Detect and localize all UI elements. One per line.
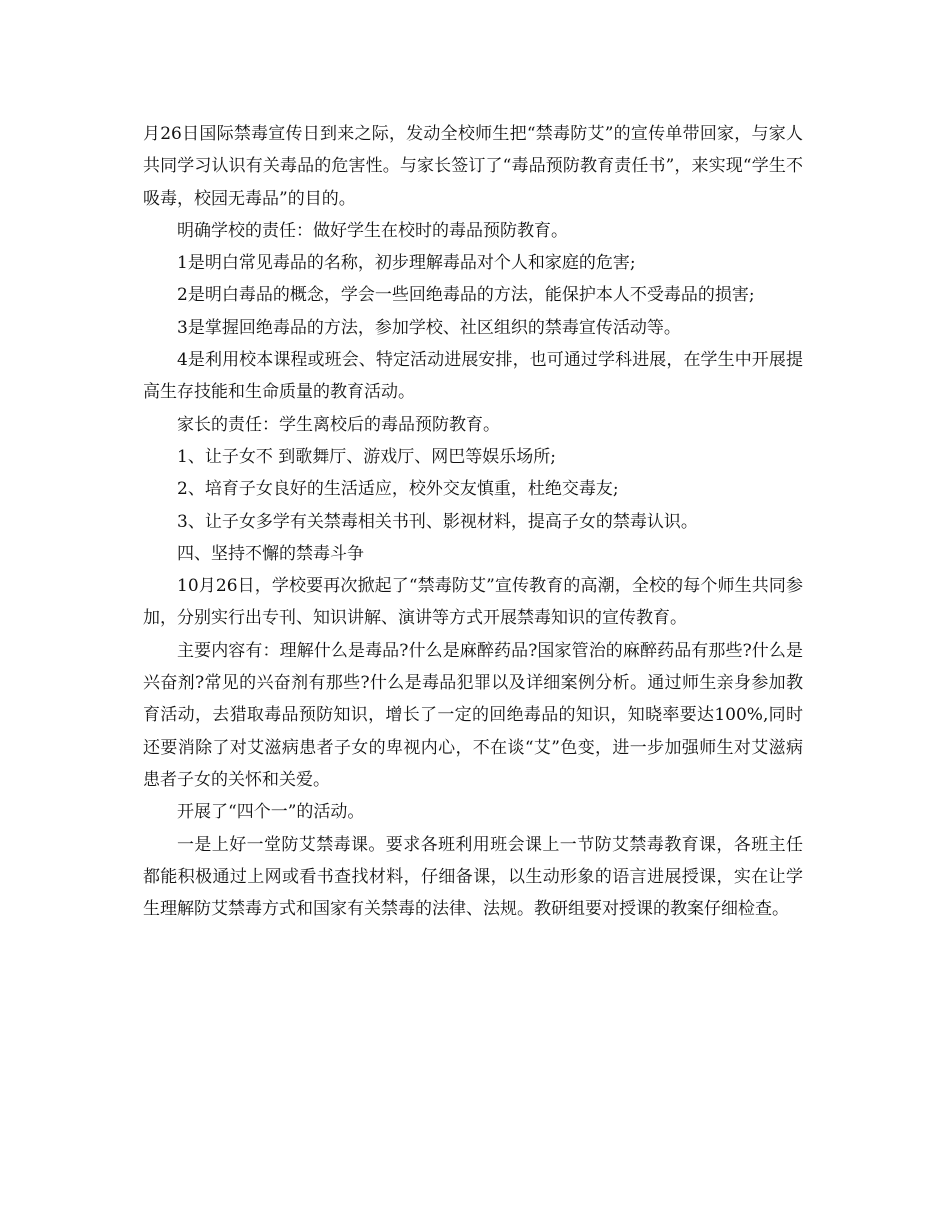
paragraph-school-responsibility: 明确学校的责任：做好学生在校时的毒品预防教育。 — [177, 220, 568, 241]
paragraph-parent-item-1: 1、让子女不 到歌舞厅、游戏厅、网巴等娱乐场所; — [177, 446, 556, 467]
paragraph-parent-responsibility: 家长的责任：学生离校后的毒品预防教育。 — [177, 414, 500, 435]
document-body — [143, 118, 803, 925]
paragraph-four-ones: 开展了“四个一”的活动。 — [177, 802, 365, 823]
paragraph-item-4: 4是利用校本课程或班会、特定活动进展安排，也可通过学科进展，在学生中开展提高生存技能和生命质量的教育活动。 — [143, 350, 803, 403]
paragraph-first-one: 一是上好一堂防艾禁毒课。要求各班利用班会课上一节防艾禁毒教育课，各班主任都能积极通过上网或看书查找材料，仔细备课，以生动形象的语言进展授课，实在让学生理解防艾禁毒方式和国家有关禁毒的法律、法规。教研组要对授课的教案仔细检查。 — [143, 834, 803, 920]
paragraph-parent-item-3: 3、让子女多学有关禁毒相关书刊、影视材料，提高子女的禁毒认识。 — [177, 511, 698, 532]
paragraph-item-2: 2是明白毒品的概念，学会一些回绝毒品的方法，能保护本人不受毒品的损害; — [177, 285, 755, 306]
paragraph-main-content: 主要内容有：理解什么是毒品?什么是麻醉药品?国家管治的麻醉药品有那些?什么是兴奋剂?常见的兴奋剂有那些?什么是毒品犯罪以及详细案例分析。通过师生亲身参加教育活动，去猎取毒品预防知识，增长了一定的回绝毒品的知识，知晓率要达100%,同时还要消除了对艾滋病患者子女的卑视内心，不在谈“艾”色变，进一步加强师生对艾滋病患者子女的关怀和关爱。 — [143, 640, 803, 790]
paragraph-item-3: 3是掌握回绝毒品的方法，参加学校、社区组织的禁毒宣传活动等。 — [177, 317, 681, 338]
paragraph-parent-item-2: 2、培育子女良好的生活适应，校外交友慎重，杜绝交毒友; — [177, 479, 619, 500]
paragraph-item-1: 1是明白常见毒品的名称，初步理解毒品对个人和家庭的危害; — [177, 253, 636, 274]
paragraph-intro-continued: 月26日国际禁毒宣传日到来之际，发动全校师生把“禁毒防艾”的宣传单带回家，与家人共同学习认识有关毒品的危害性。与家长签订了“毒品预防教育责任书”，来实现“学生不吸毒，校园无毒品”的目的。 — [143, 124, 803, 209]
paragraph-oct-26: 10月26日，学校要再次掀起了“禁毒防艾”宣传教育的高潮，全校的每个师生共同参加，分别实行出专刊、知识讲解、演讲等方式开展禁毒知识的宣传教育。 — [143, 576, 803, 629]
section-heading-4: 四、坚持不懈的禁毒斗争 — [177, 543, 364, 564]
